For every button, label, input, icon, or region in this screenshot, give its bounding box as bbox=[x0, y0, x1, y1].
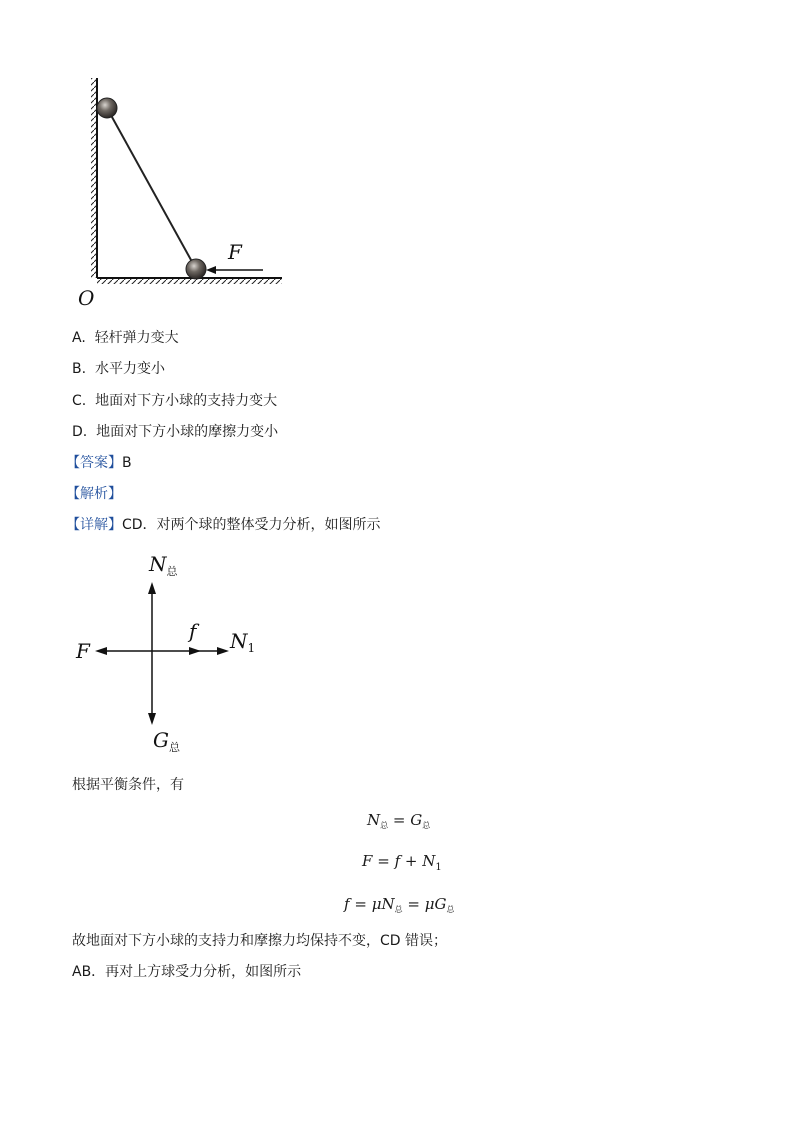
n-total-label: $N_总$ bbox=[149, 552, 178, 578]
eq2-op: = bbox=[377, 852, 390, 870]
eq3-lhs: f bbox=[344, 895, 350, 913]
equation-3 bbox=[344, 895, 454, 915]
lower-ball bbox=[186, 259, 206, 279]
option-c bbox=[72, 392, 277, 410]
option-a-text: 轻杆弹力变大 bbox=[94, 330, 179, 346]
option-b-label: B. bbox=[72, 361, 87, 377]
ab-text: AB．再对上方球受力分析，如图所示 bbox=[72, 964, 302, 980]
force-arrowhead bbox=[206, 266, 216, 274]
option-a-label: A. bbox=[72, 330, 86, 346]
eq3-op1: = bbox=[354, 895, 367, 913]
eq3-g: G bbox=[434, 895, 447, 913]
analysis-line bbox=[66, 485, 122, 503]
upper-ball bbox=[97, 98, 117, 118]
light-rod bbox=[107, 108, 196, 269]
g-total-label: $G_总$ bbox=[153, 728, 180, 754]
eq1-lhs: N bbox=[367, 811, 381, 829]
eq3-mu1: μ bbox=[371, 895, 382, 913]
eq3-n-sub: 总 bbox=[394, 905, 403, 914]
n1-arrowhead bbox=[217, 647, 229, 655]
option-d-label: D. bbox=[72, 424, 88, 440]
analysis-tag: 【解析】 bbox=[66, 486, 122, 502]
eq3-g-sub: 总 bbox=[446, 905, 455, 914]
equation-2 bbox=[362, 852, 442, 873]
eq3-mu2: μ bbox=[424, 895, 435, 913]
eq1-op: = bbox=[392, 811, 406, 829]
eq2-plus: + bbox=[404, 852, 418, 870]
detail-line bbox=[66, 516, 381, 534]
origin-label: O bbox=[78, 286, 95, 310]
eq1-rhs: G bbox=[410, 811, 423, 829]
answer-tag: 【答案】 bbox=[66, 455, 122, 471]
rod-balls-figure bbox=[70, 70, 300, 310]
option-a bbox=[72, 329, 179, 347]
eq1-lhs-sub: 总 bbox=[380, 821, 389, 830]
answer-value: B bbox=[122, 455, 132, 471]
detail-text: CD．对两个球的整体受力分析，如图所示 bbox=[122, 517, 381, 533]
f-left-label: F bbox=[76, 639, 90, 663]
conclusion-text: 故地面对下方小球的支持力和摩擦力均保持不变，CD 错误； bbox=[72, 933, 448, 949]
eq1-rhs-sub: 总 bbox=[422, 821, 431, 830]
option-c-label: C. bbox=[72, 393, 87, 409]
eq2-t2-sub: 1 bbox=[435, 862, 442, 873]
f-left-arrowhead bbox=[95, 647, 107, 655]
answer-line bbox=[66, 454, 132, 472]
force-label: F bbox=[228, 240, 242, 264]
option-b bbox=[72, 360, 165, 378]
gravity-arrowhead bbox=[148, 713, 156, 725]
f-small-label: f bbox=[189, 619, 197, 643]
eq2-t1: f bbox=[394, 852, 401, 870]
equilibrium-text: 根据平衡条件，有 bbox=[72, 777, 184, 793]
n1-label: $N_1$ bbox=[230, 629, 256, 655]
normal-force-arrowhead bbox=[148, 582, 156, 594]
eq3-n: N bbox=[381, 895, 395, 913]
option-c-text: 地面对下方小球的支持力变大 bbox=[95, 393, 278, 409]
eq3-op2: = bbox=[407, 895, 420, 913]
detail-tag: 【详解】 bbox=[66, 517, 122, 533]
option-b-text: 水平力变小 bbox=[94, 361, 165, 377]
option-d bbox=[72, 423, 278, 441]
force-diagram bbox=[70, 548, 270, 758]
eq2-lhs: F bbox=[362, 852, 373, 870]
eq2-t2: N bbox=[422, 852, 436, 870]
equation-1 bbox=[367, 811, 430, 831]
option-d-text: 地面对下方小球的摩擦力变小 bbox=[96, 424, 279, 440]
